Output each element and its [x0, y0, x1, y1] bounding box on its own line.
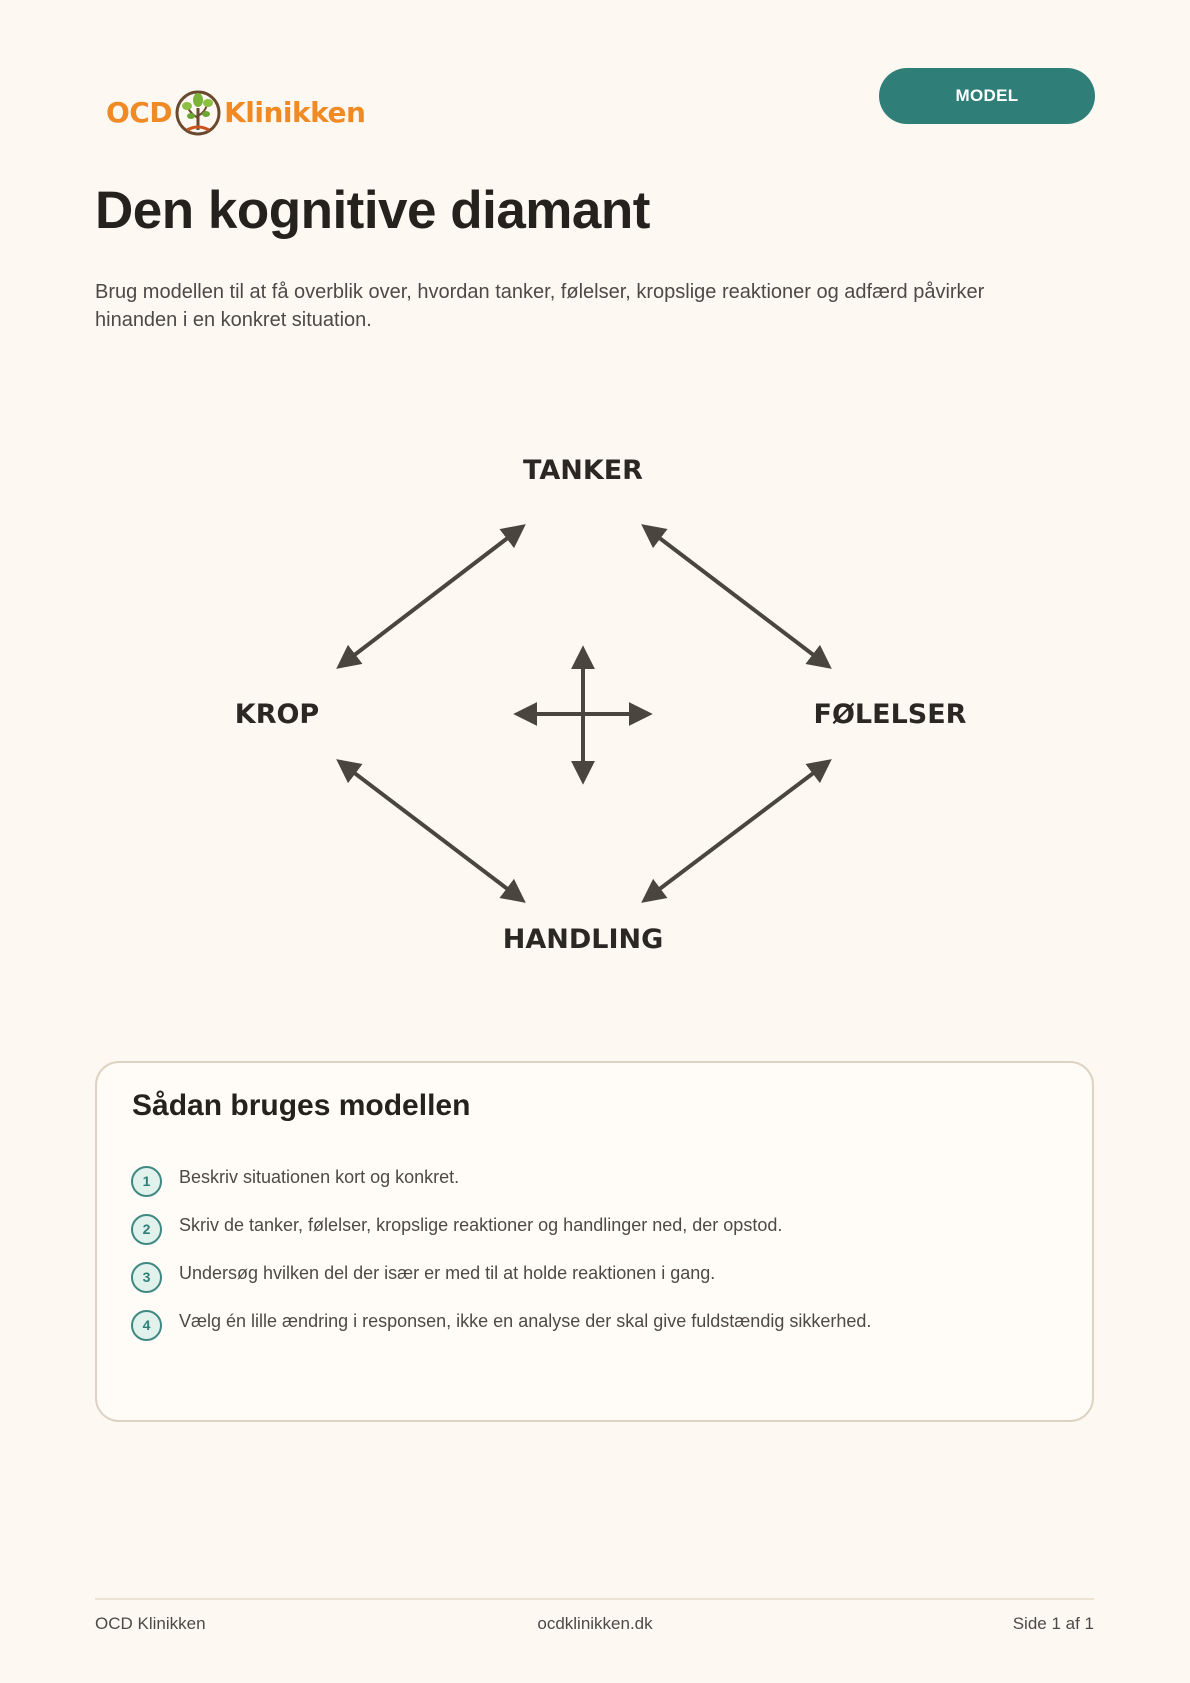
arrow-krop-handling [340, 762, 522, 900]
how-to-card [95, 1061, 1094, 1422]
how-to-heading: Sådan bruges modellen [132, 1089, 471, 1122]
model-badge: MODEL [879, 68, 1095, 124]
label-tanker: TANKER [523, 455, 643, 486]
footer-org: OCD Klinikken [95, 1614, 206, 1633]
step-number-badge: 4 [131, 1310, 162, 1341]
footer-divider [95, 1598, 1094, 1600]
tree-icon [173, 86, 223, 138]
step-text: Vælg én lille ændring i responsen, ikke en analyse der skal give fuldstændig sikkerhed. [179, 1310, 872, 1331]
label-krop: KROP [234, 699, 320, 730]
label-folelser: FØLELSER [813, 699, 967, 730]
footer-page-number: Side 1 af 1 [1012, 1614, 1094, 1633]
step-item [131, 1253, 871, 1301]
intro-text: Brug modellen til at få overblik over, hvordan tanker, følelser, kropslige reaktioner og adfærd påvirker hinanden i en konkret situation. [95, 281, 985, 331]
step-text: Undersøg hvilken del der især er med til at holde reaktionen i gang. [179, 1262, 716, 1283]
step-item [131, 1157, 871, 1205]
logo [106, 84, 365, 140]
page-title: Den kognitive diamant [95, 181, 650, 240]
step-text: Beskriv situationen kort og konkret. [179, 1166, 460, 1187]
footer-website-link[interactable]: ocdklinikken.dk [537, 1614, 653, 1633]
arrow-tanker-krop [340, 527, 522, 666]
step-number-badge: 1 [131, 1166, 162, 1197]
arrow-tanker-folelser [645, 527, 828, 666]
steps-list [131, 1157, 871, 1349]
step-item [131, 1205, 871, 1253]
logo-text-klinikken: Klinikken [224, 95, 366, 129]
step-text: Skriv de tanker, følelser, kropslige reaktioner og handlinger ned, der opstod. [179, 1214, 783, 1235]
arrow-handling-folelser [645, 762, 828, 900]
label-handling: HANDLING [502, 924, 664, 955]
step-number-badge: 2 [131, 1214, 162, 1245]
logo-text-ocd: OCD [106, 95, 173, 129]
step-item [131, 1301, 871, 1349]
step-number-badge: 3 [131, 1262, 162, 1293]
